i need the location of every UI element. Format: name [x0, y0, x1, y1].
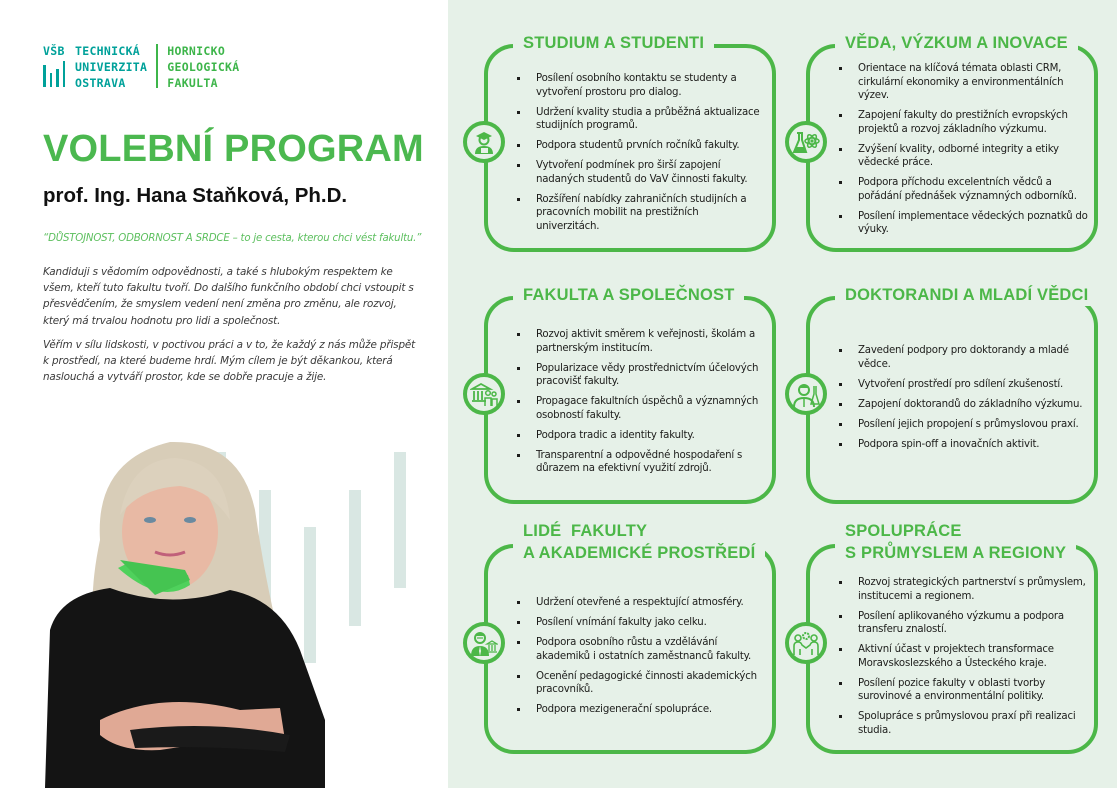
motto-quote: “DŮSTOJNOST, ODBORNOST A SRDCE – to je cesta, kterou chci vést fakultu.”: [43, 233, 422, 244]
list-item: Ocenění pedagogické činnosti akademických pracovníků.: [514, 670, 774, 697]
section-icon-badge: [463, 121, 505, 163]
list-item: Podpora tradic a identity fakulty.: [514, 429, 764, 443]
section-items: [514, 72, 764, 240]
institution-people-icon: [470, 380, 498, 408]
section-items: [514, 328, 764, 482]
list-item: Posílení pozice fakulty v oblasti tvorby surovinové a environmentální politiky.: [836, 677, 1096, 704]
list-item: Zavedení podpory pro doktorandy a mladé vědce.: [836, 344, 1096, 371]
list-item: Vytvoření prostředí pro sdílení zkušeností.: [836, 378, 1096, 392]
section-items: [836, 344, 1096, 458]
partnership-icon: [792, 629, 820, 657]
list-item: Zvýšení kvality, odborné integrity a etiky vědecké práce.: [836, 143, 1096, 170]
young-scientist-icon: [792, 380, 820, 408]
section-title: STUDIUM A STUDENTI: [513, 32, 714, 54]
list-item: Podpora osobního růstu a vzdělávání akademiků i ostatních zaměstnanců fakulty.: [514, 636, 774, 663]
intro-paragraph: Kandiduji s vědomím odpovědnosti, a také s hlubokým respektem ke všem, kteří tuto fakultu tvoří. Do dalšího funkčního období chci vstoupit s přesvědčením, že smyslem vedení není změna pro změnu, ale rozvoj, který má trvalou hodnotu pro lidi a společnost.: [43, 266, 414, 327]
section-icon-badge: [785, 121, 827, 163]
section-title: DOKTORANDI A MLADÍ VĚDCI: [835, 284, 1098, 306]
list-item: Udržení otevřené a respektující atmosféry.: [514, 596, 774, 610]
list-item: Podpora mezigenerační spolupráce.: [514, 703, 774, 717]
section-title: VĚDA, VÝZKUM A INOVACE: [835, 32, 1078, 54]
section-icon-badge: [785, 373, 827, 415]
list-item: Podpora studentů prvních ročníků fakulty.: [514, 139, 764, 153]
list-item: Transparentní a odpovědné hospodaření s důrazem na efektivní využití zdrojů.: [514, 449, 764, 476]
list-item: Rozvoj aktivit směrem k veřejnosti, školám a partnerským institucím.: [514, 328, 764, 355]
list-item: Orientace na klíčová témata oblasti CRM, cirkulární ekonomiky a environmentálních výzev.: [836, 62, 1096, 103]
list-item: Posílení jejich propojení s průmyslovou praxí.: [836, 418, 1096, 432]
list-item: Posílení aplikovaného výzkumu a podpora transferu znalostí.: [836, 610, 1096, 637]
section-icon-badge: [463, 622, 505, 664]
list-item: Vytvoření podmínek pro širší zapojení nadaných studentů do VaV činnosti fakulty.: [514, 159, 764, 186]
decor-bar: [394, 452, 406, 588]
list-item: Podpora spin-off a inovačních aktivit.: [836, 438, 1096, 452]
list-item: Rozšíření nabídky zahraničních studijních a pracovních mobilit na prestižních univerzitách.: [514, 193, 764, 234]
section-title: FAKULTA A SPOLEČNOST: [513, 284, 744, 306]
list-item: Spolupráce s průmyslovou praxí při realizaci studia.: [836, 710, 1096, 737]
list-item: Zapojení fakulty do prestižních evropských projektů a rozvoj základního výzkumu.: [836, 109, 1096, 136]
section-icon-badge: [463, 373, 505, 415]
list-item: Podpora příchodu excelentních vědců a pořádání přednášek významných odborníků.: [836, 176, 1096, 203]
list-item: Rozvoj strategických partnerství s průmyslem, institucemi a regionem.: [836, 576, 1096, 603]
list-item: Posílení implementace vědeckých poznatků do výuky.: [836, 210, 1096, 237]
list-item: Posílení osobního kontaktu se studenty a vytvoření prostoru pro dialog.: [514, 72, 764, 99]
section-items: [836, 576, 1096, 744]
section-items: [514, 596, 774, 723]
section-items: [836, 62, 1096, 243]
list-item: Popularizace vědy prostřednictvím účelových pracovišť fakulty.: [514, 362, 764, 389]
list-item: Propagace fakultních úspěchů a významných osobností fakulty.: [514, 395, 764, 422]
section-title: SPOLUPRÁCE S PRŮMYSLEM A REGIONY: [835, 520, 1076, 564]
program-panel: [448, 0, 1117, 788]
section-icon-badge: [785, 622, 827, 664]
vsb-bars-icon: [43, 61, 65, 87]
university-logo: [43, 43, 240, 91]
vsb-name: TECHNICKÁ UNIVERZITA OSTRAVA: [75, 44, 148, 90]
candidate-name: prof. Ing. Hana Staňková, Ph.D.: [43, 184, 348, 207]
logo-divider: [156, 44, 158, 88]
left-panel: [0, 0, 448, 788]
academic-staff-icon: [470, 629, 498, 657]
intro-text: [43, 264, 423, 385]
vsb-logo: [43, 43, 147, 91]
faculty-name: HORNICKO GEOLOGICKÁ FAKULTA: [167, 44, 240, 90]
intro-paragraph: Věřím v sílu lidskosti, v poctivou práci a v to, že každý z nás může přispět k prostředí, na které budeme hrdí. Mým cílem je být děkankou, která naslouchá a vytváří prostor, kde se dobře pracuje a žije.: [43, 338, 416, 384]
list-item: Zapojení doktorandů do základního výzkumu.: [836, 398, 1096, 412]
decor-bar: [349, 490, 361, 626]
student-icon: [470, 128, 498, 156]
list-item: Udržení kvality studia a průběžná aktualizace studijních programů.: [514, 106, 764, 133]
candidate-portrait: [40, 420, 340, 788]
list-item: Posílení vnímání fakulty jako celku.: [514, 616, 774, 630]
vsb-abbr: VŠB: [43, 44, 65, 58]
page-title: VOLEBNÍ PROGRAM: [43, 128, 424, 170]
science-icon: [792, 128, 820, 156]
section-title: LIDÉ FAKULTY A AKADEMICKÉ PROSTŘEDÍ: [513, 520, 765, 564]
list-item: Aktivní účast v projektech transformace Moravskoslezského a Ústeckého kraje.: [836, 643, 1096, 670]
